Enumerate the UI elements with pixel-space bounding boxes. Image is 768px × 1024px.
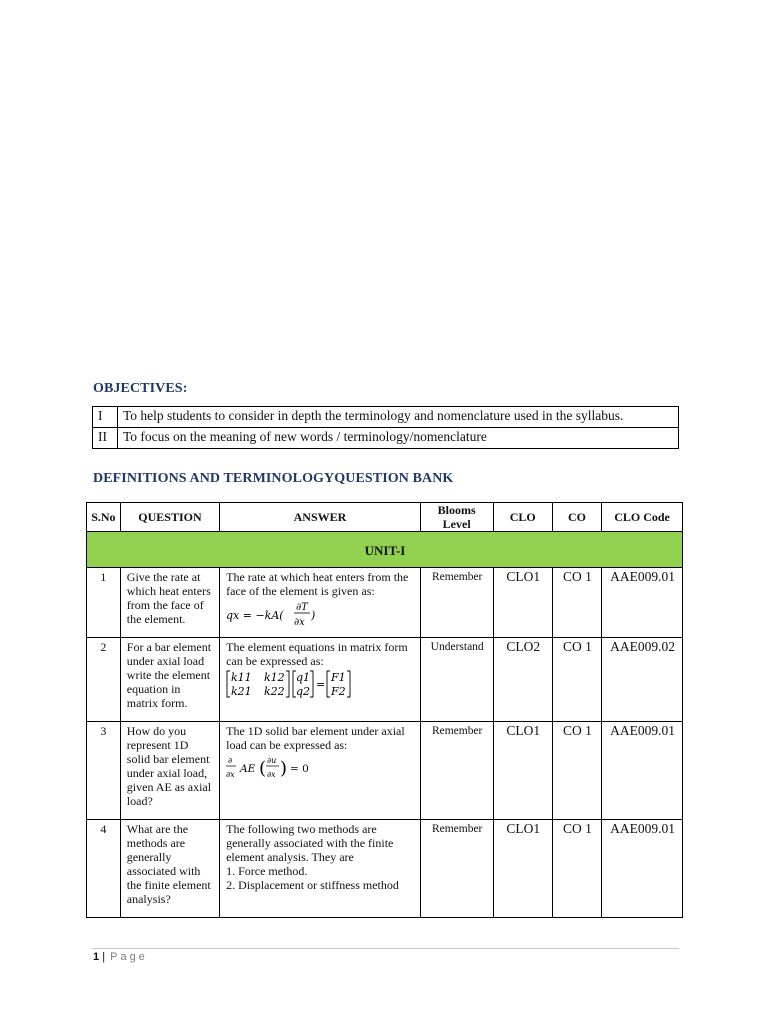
table-row: [87, 722, 683, 820]
objective-number: II: [93, 428, 118, 449]
objectives-heading: OBJECTIVES:: [93, 381, 188, 396]
svg-text:F2: F2: [331, 685, 346, 698]
question-bank-heading: DEFINITIONS AND TERMINOLOGYQUESTION BANK: [93, 471, 454, 486]
column-header-answer: ANSWER: [220, 503, 421, 532]
table-header-row: [87, 503, 683, 532]
row-clo-code: AAE009.02: [602, 638, 683, 722]
row-answer: The following two methods are generally associated with the finite element analysis. They are: [226, 822, 394, 864]
svg-text:q1: q1: [296, 671, 311, 684]
page-number: 1: [93, 951, 100, 963]
row-blooms: Understand: [420, 638, 493, 722]
svg-text:∂x: ∂x: [294, 617, 305, 628]
blooms-line1: Blooms: [437, 503, 476, 517]
svg-text:AE: AE: [240, 763, 256, 775]
svg-text:k21: k21: [231, 685, 252, 698]
matrix-equation: [226, 669, 415, 699]
axial-load-equation: [226, 753, 415, 783]
unit-row: [87, 532, 683, 568]
row-answer-cell: [220, 722, 421, 820]
blooms-line2: Level: [442, 517, 471, 531]
column-header-clo-code: CLO Code: [602, 503, 683, 532]
footer-separator: |: [102, 951, 106, 963]
svg-text:F1: F1: [331, 671, 346, 684]
objective-text: To focus on the meaning of new words / terminology/nomenclature: [118, 428, 679, 449]
svg-text:∂x: ∂x: [226, 770, 235, 779]
svg-text:=: =: [316, 678, 326, 691]
page-footer: [93, 951, 148, 963]
svg-text:∂x: ∂x: [267, 770, 276, 779]
row-answer-cell: [220, 638, 421, 722]
row-question: For a bar element under axial load write the element equation in matrix form.: [120, 638, 219, 722]
column-header-clo: CLO: [493, 503, 552, 532]
row-sno: 2: [87, 638, 121, 722]
row-co: CO 1: [552, 568, 601, 638]
objective-row: [93, 407, 679, 428]
objective-text: To help students to consider in depth the terminology and nomenclature used in the syllabus.: [118, 407, 679, 428]
objectives-table: [92, 406, 679, 449]
svg-text:): ): [311, 609, 316, 622]
heat-flux-equation: [226, 599, 415, 629]
column-header-co: CO: [552, 503, 601, 532]
svg-text:k12: k12: [264, 671, 285, 684]
row-clo: CLO1: [493, 820, 552, 918]
row-question: What are the methods are generally associated with the finite element analysis?: [120, 820, 219, 918]
objective-row: [93, 428, 679, 449]
question-bank-table: [86, 502, 683, 918]
row-blooms: Remember: [420, 722, 493, 820]
row-clo: CLO2: [493, 638, 552, 722]
svg-text:q2: q2: [296, 685, 311, 698]
row-co: CO 1: [552, 638, 601, 722]
footer-divider: [92, 948, 679, 949]
table-row: [87, 820, 683, 918]
table-row: [87, 638, 683, 722]
row-blooms: Remember: [420, 568, 493, 638]
svg-text:∂: ∂: [228, 756, 233, 765]
row-clo-code: AAE009.01: [602, 568, 683, 638]
svg-text:∂u: ∂u: [267, 756, 277, 765]
page-word: Page: [110, 951, 148, 963]
svg-text:= 0: = 0: [290, 763, 309, 775]
row-answer-list-item: 2. Displacement or stiffness method: [226, 878, 399, 892]
row-answer: The element equations in matrix form can be expressed as:: [226, 640, 408, 668]
row-answer-cell: [220, 820, 421, 918]
objective-number: I: [93, 407, 118, 428]
row-blooms: Remember: [420, 820, 493, 918]
row-answer: The 1D solid bar element under axial load can be expressed as:: [226, 724, 405, 752]
row-clo-code: AAE009.01: [602, 722, 683, 820]
column-header-blooms-level: [420, 503, 493, 532]
svg-text:qx = −kA(: qx = −kA(: [226, 609, 284, 622]
row-sno: 3: [87, 722, 121, 820]
unit-label: UNIT-I: [87, 532, 683, 568]
row-co: CO 1: [552, 722, 601, 820]
row-answer: The rate at which heat enters from the face of the element is given as:: [226, 570, 409, 598]
row-answer-cell: [220, 568, 421, 638]
row-question: Give the rate at which heat enters from the face of the element.: [120, 568, 219, 638]
row-clo: CLO1: [493, 722, 552, 820]
table-row: [87, 568, 683, 638]
row-sno: 1: [87, 568, 121, 638]
row-clo-code: AAE009.01: [602, 820, 683, 918]
row-answer-list-item: 1. Force method.: [226, 864, 308, 878]
row-sno: 4: [87, 820, 121, 918]
column-header-sno: S.No: [87, 503, 121, 532]
column-header-question: QUESTION: [120, 503, 219, 532]
row-clo: CLO1: [493, 568, 552, 638]
row-co: CO 1: [552, 820, 601, 918]
svg-text:k22: k22: [264, 685, 285, 698]
svg-text:k11: k11: [231, 671, 252, 684]
svg-text:): ): [280, 758, 288, 779]
svg-text:∂T: ∂T: [296, 602, 308, 613]
row-question: How do you represent 1D solid bar element under axial load, given AE as axial load?: [120, 722, 219, 820]
svg-text:(: (: [259, 758, 267, 779]
